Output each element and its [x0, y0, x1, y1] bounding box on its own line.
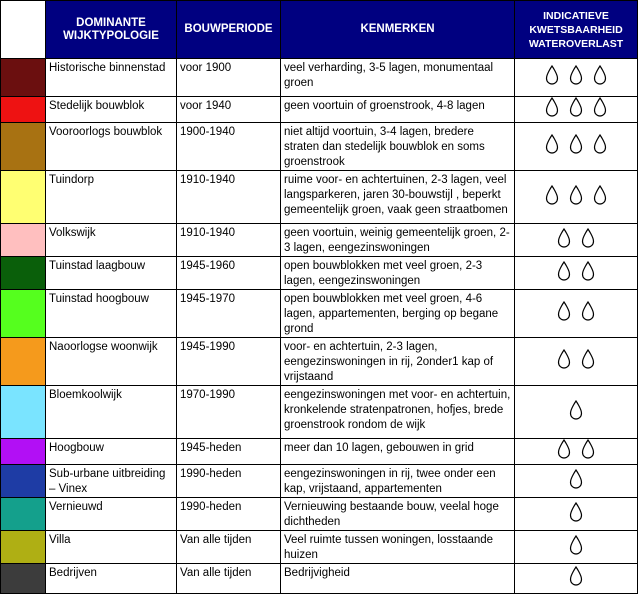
water-drop-icon [557, 228, 571, 248]
water-drop-icon [581, 228, 595, 248]
cell-period: Van alle tijden [177, 531, 281, 564]
color-swatch [1, 338, 46, 386]
water-drop-icon [545, 65, 559, 85]
water-drop-icon [593, 65, 607, 85]
table-row [1, 59, 638, 97]
vulnerability-drops [515, 531, 638, 564]
water-drop-icon [557, 349, 571, 369]
cell-typology: Tuindorp [46, 171, 177, 224]
vulnerability-drops [515, 498, 638, 531]
water-drop-icon [557, 439, 571, 459]
cell-typology: Bedrijven [46, 564, 177, 594]
vulnerability-drops [515, 564, 638, 594]
water-drop-icon [569, 97, 583, 117]
table-row [1, 290, 638, 338]
table-row [1, 465, 638, 498]
table-row [1, 123, 638, 171]
water-drop-icon [545, 134, 559, 154]
cell-typology: Villa [46, 531, 177, 564]
vulnerability-drops [515, 171, 638, 224]
water-drop-icon [569, 185, 583, 205]
header-vulnerability: INDICATIEVE KWETSBAARHEID WATEROVERLAST [515, 1, 638, 59]
water-drop-icon [581, 349, 595, 369]
cell-features: ruime voor- en achtertuinen, 2-3 lagen, veel langsparkeren, jaren 30-bouwstijl , beperkt gemeentelijk groen, vaak geen straatbomen [281, 171, 515, 224]
cell-period: 1945-1970 [177, 290, 281, 338]
cell-typology: Hoogbouw [46, 439, 177, 465]
cell-features: meer dan 10 lagen, gebouwen in grid [281, 439, 515, 465]
vulnerability-drops [515, 386, 638, 439]
vulnerability-drops [515, 97, 638, 123]
table-row [1, 531, 638, 564]
vulnerability-drops [515, 59, 638, 97]
color-swatch [1, 498, 46, 531]
cell-typology: Historische binnenstad [46, 59, 177, 97]
color-swatch [1, 97, 46, 123]
color-swatch [1, 59, 46, 97]
water-drop-icon [593, 97, 607, 117]
water-drop-icon [569, 535, 583, 555]
table-row [1, 257, 638, 290]
water-drop-icon [569, 134, 583, 154]
cell-typology: Naoorlogse woonwijk [46, 338, 177, 386]
cell-features: geen voortuin of groenstrook, 4-8 lagen [281, 97, 515, 123]
water-drop-icon [593, 134, 607, 154]
water-drop-icon [569, 65, 583, 85]
table-row [1, 224, 638, 257]
cell-features: Bedrijvigheid [281, 564, 515, 594]
color-swatch [1, 123, 46, 171]
header-features: KENMERKEN [281, 1, 515, 59]
cell-period: voor 1940 [177, 97, 281, 123]
vulnerability-drops [515, 465, 638, 498]
cell-typology: Bloemkoolwijk [46, 386, 177, 439]
table-row [1, 338, 638, 386]
cell-features: open bouwblokken met veel groen, 2-3 lagen, eengezinswoningen [281, 257, 515, 290]
cell-period: 1945-1990 [177, 338, 281, 386]
water-drop-icon [569, 400, 583, 420]
table-row [1, 97, 638, 123]
water-drop-icon [569, 502, 583, 522]
water-drop-icon [581, 301, 595, 321]
cell-period: 1910-1940 [177, 171, 281, 224]
vulnerability-drops [515, 224, 638, 257]
color-swatch [1, 257, 46, 290]
water-drop-icon [581, 261, 595, 281]
water-drop-icon [581, 439, 595, 459]
table-row [1, 386, 638, 439]
cell-period: 1990-heden [177, 465, 281, 498]
water-drop-icon [557, 301, 571, 321]
cell-typology: Volkswijk [46, 224, 177, 257]
water-drop-icon [557, 261, 571, 281]
vulnerability-drops [515, 290, 638, 338]
water-drop-icon [593, 185, 607, 205]
color-swatch [1, 531, 46, 564]
cell-period: 1970-1990 [177, 386, 281, 439]
cell-period: 1945-1960 [177, 257, 281, 290]
cell-typology: Stedelijk bouwblok [46, 97, 177, 123]
cell-typology: Tuinstad laagbouw [46, 257, 177, 290]
cell-period: 1900-1940 [177, 123, 281, 171]
header-typology: DOMINANTE WIJKTYPOLOGIE [46, 1, 177, 59]
cell-features: Veel ruimte tussen woningen, losstaande huizen [281, 531, 515, 564]
water-drop-icon [569, 566, 583, 586]
cell-features: eengezinswoningen met voor- en achtertuin, kronkelende stratenpatronen, hofjes, brede groenstrook rondom de wijk [281, 386, 515, 439]
cell-period: 1945-heden [177, 439, 281, 465]
cell-features: niet altijd voortuin, 3-4 lagen, bredere straten dan stedelijk bouwblok en soms groenstrook [281, 123, 515, 171]
table-row [1, 439, 638, 465]
vulnerability-drops [515, 338, 638, 386]
table-row [1, 171, 638, 224]
color-swatch [1, 171, 46, 224]
cell-period: 1910-1940 [177, 224, 281, 257]
cell-period: voor 1900 [177, 59, 281, 97]
header-swatch-blank [1, 1, 46, 59]
color-swatch [1, 290, 46, 338]
table-row [1, 564, 638, 594]
color-swatch [1, 439, 46, 465]
cell-features: geen voortuin, weinig gemeentelijk groen, 2-3 lagen, eengezinswoningen [281, 224, 515, 257]
color-swatch [1, 564, 46, 594]
table-row [1, 498, 638, 531]
color-swatch [1, 386, 46, 439]
cell-features: voor- en achtertuin, 2-3 lagen, eengezinswoningen in rij, 2onder1 kap of vrijstaand [281, 338, 515, 386]
water-drop-icon [545, 185, 559, 205]
cell-typology: Vooroorlogs bouwblok [46, 123, 177, 171]
cell-features: open bouwblokken met veel groen, 4-6 lagen, appartementen, berging op begane grond [281, 290, 515, 338]
cell-typology: Vernieuwd [46, 498, 177, 531]
cell-features: veel verharding, 3-5 lagen, monumentaal groen [281, 59, 515, 97]
cell-period: 1990-heden [177, 498, 281, 531]
cell-period: Van alle tijden [177, 564, 281, 594]
cell-features: Vernieuwing bestaande bouw, veelal hoge dichtheden [281, 498, 515, 531]
vulnerability-drops [515, 123, 638, 171]
color-swatch [1, 465, 46, 498]
vulnerability-drops [515, 257, 638, 290]
header-period: BOUWPERIODE [177, 1, 281, 59]
cell-typology: Tuinstad hoogbouw [46, 290, 177, 338]
vulnerability-drops [515, 439, 638, 465]
water-drop-icon [545, 97, 559, 117]
color-swatch [1, 224, 46, 257]
cell-features: eengezinswoningen in rij, twee onder een kap, vrijstaand, appartementen [281, 465, 515, 498]
header-row [1, 1, 638, 59]
cell-typology: Sub-urbane uitbreiding – Vinex [46, 465, 177, 498]
water-drop-icon [569, 469, 583, 489]
